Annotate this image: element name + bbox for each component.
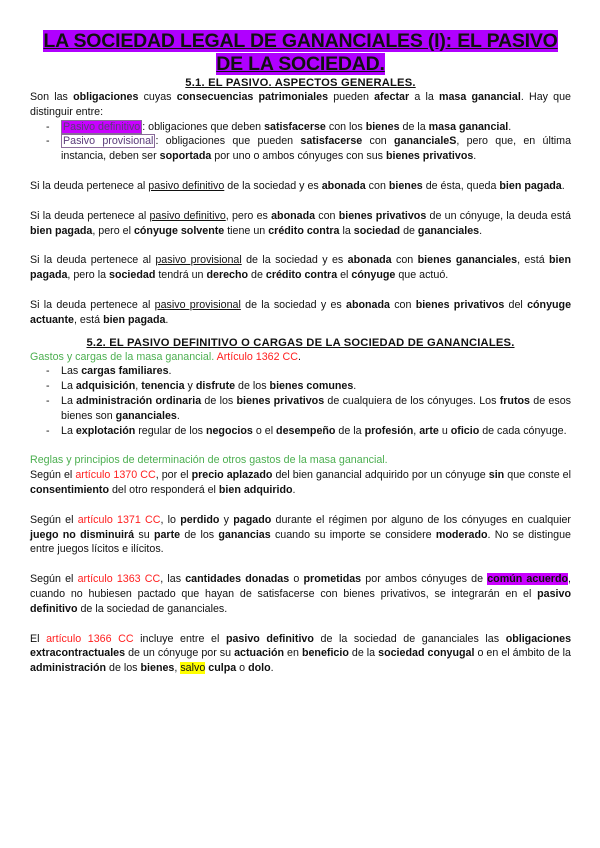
document-page (30, 30, 571, 676)
list-item-administracion: - La administración ordinaria de los bienes privativos de cualquiera de los cónyuges. Los frutos de esos bienes son gananciales. (46, 394, 571, 422)
list-item-pasivo-provisional: - Pasivo provisional : obligaciones que pueden satisfacerse con ganancialeS, pero que, en última instancia, deben ser soportada por uno o ambos cónyuges con sus bienes privativos. (46, 135, 572, 163)
section-5-1-heading: 5.1. EL PASIVO. ASPECTOS GENERALES. (185, 77, 416, 89)
section-5-2-heading: 5.2. EL PASIVO DEFINITIVO O CARGAS DE LA SOCIEDAD DE GANANCIALES. (86, 336, 515, 349)
paragraph-1371: Según el artículo 1371 CC, lo perdido y pagado durante el régimen por alguno de los cónyuges en cualquier juego no disminuirá su parte de los ganancias cuando su importe se considere moderado. No se distingue entre juegos lícitos e ilícitos. (30, 513, 572, 556)
title-line-1: LA SOCIEDAD LEGAL DE GANANCIALES (I): EL PASIVO (43, 30, 558, 52)
paragraph-4: Si la deuda pertenece al pasivo provisional de la sociedad y es abonada con bienes privativos del cónyuge actuante, está bien pagada. (30, 298, 572, 326)
document-title (30, 30, 571, 76)
intro-paragraph: Son las obligaciones cuyas consecuencias patrimoniales pueden afectar a la masa ganancial. Hay que distinguir entre: (30, 91, 572, 118)
title-line-2: DE LA SOCIEDAD. (216, 53, 385, 75)
list-item-pasivo-definitivo: - Pasivo definitivo : obligaciones que deben satisfacerse con los bienes de la masa ganancial. (46, 120, 512, 133)
list-item-adquisicion: - La adquisición, tenencia y disfrute de los bienes comunes. (46, 380, 357, 393)
paragraph-3: Si la deuda pertenece al pasivo provisional de la sociedad y es abonada con bienes gananciales, está bien pagada, pero la sociedad tendrá un derecho de crédito contra el cónyuge que actuó. (30, 254, 572, 282)
list-item-explotacion: - La explotación regular de los negocios o el desempeño de la profesión, arte u oficio de cada cónyuge. (46, 424, 567, 437)
paragraph-1: Si la deuda pertenece al pasivo definitivo de la sociedad y es abonada con bienes de ésta, queda bien pagada. (30, 179, 565, 192)
paragraph-1363: Según el artículo 1363 CC, las cantidades donadas o prometidas por ambos cónyuges de común acuerdo, cuando no hubiesen pactado que hayan de satisfacerse con bienes privativos, se integrarán en el pasivo definitivo de la sociedad de gananciales. (30, 573, 571, 615)
list-item-cargas-familiares: - Las cargas familiares. (46, 365, 172, 378)
subheading-gastos-cargas: Gastos y cargas de la masa ganancial. Artículo 1362 CC. (30, 350, 301, 363)
paragraph-1366: El artículo 1366 CC incluye entre el pasivo definitivo de la sociedad de gananciales las obligaciones extracontractuales de un cónyuge por su actuación en beneficio de la sociedad conyugal o en el ámbito de la administración de los bienes, salvo culpa o dolo. (30, 632, 572, 675)
subheading-reglas: Reglas y principios de determinación de otros gastos de la masa ganancial. (30, 454, 388, 467)
paragraph-2: Si la deuda pertenece al pasivo definitivo, pero es abonada con bienes privativos de un cónyuge, la deuda está bien pagada, pero el cónyuge solvente tiene un crédito contra la sociedad de gananciales. (30, 209, 571, 237)
paragraph-1370: Según el artículo 1370 CC, por el precio aplazado del bien ganancial adquirido por un cónyuge sin que conste el consentimiento del otro responderá el bien adquirido. (30, 469, 571, 496)
